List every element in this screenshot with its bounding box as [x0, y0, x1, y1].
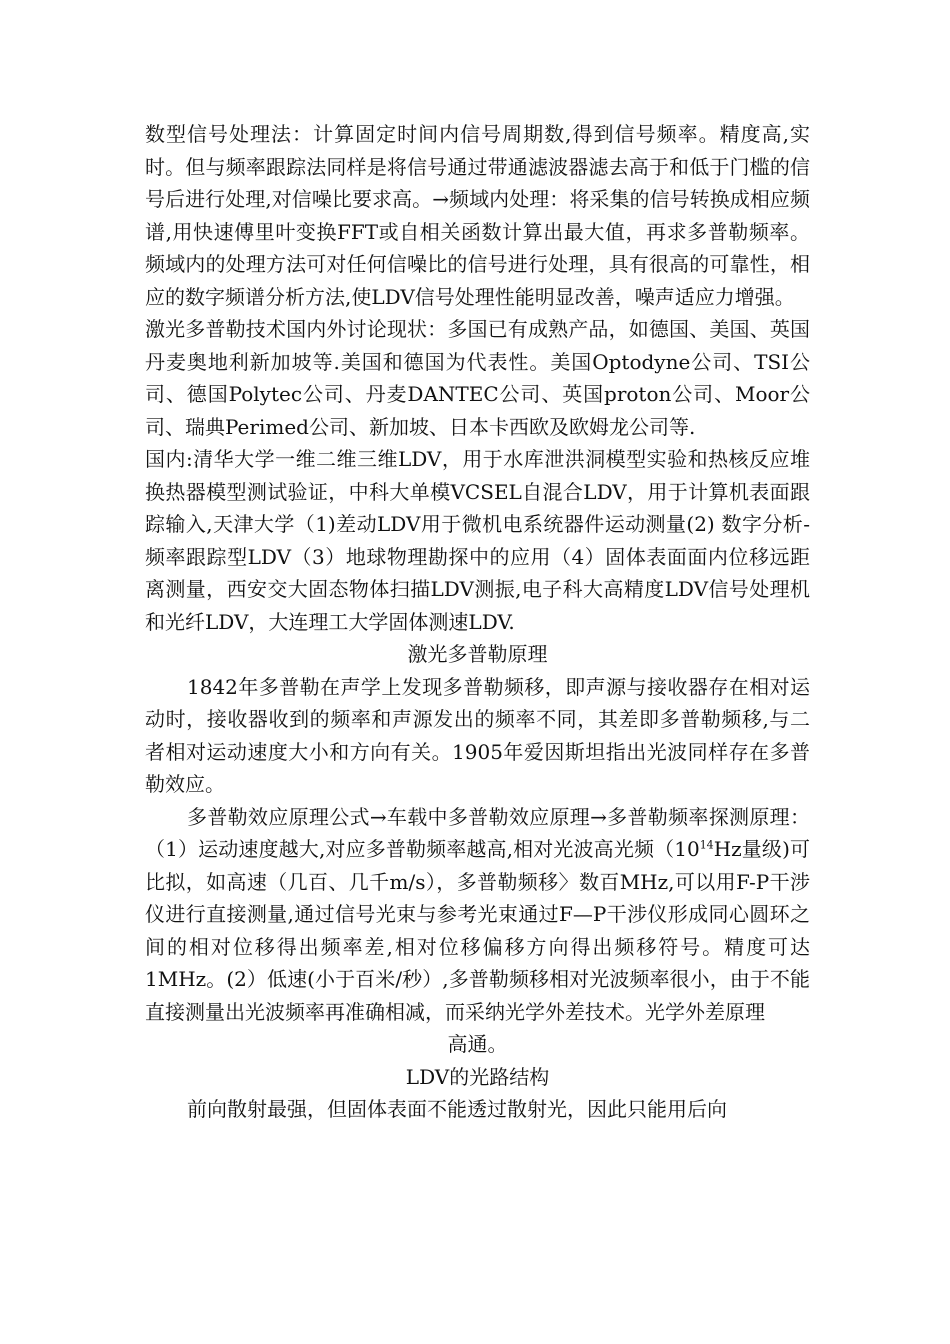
section-heading-doppler-principle: 激光多普勒原理: [407, 642, 548, 666]
paragraph-research-status: 激光多普勒技术国内外讨论现状：多国已有成熟产品，如德国、美国、英国丹麦奥地利新加坡等.美国和德国为代表性。美国Optodyne公司、TSI公司、德国Polytec公司、丹麦DANTEC公司、英国proton公司、Moor公司、瑞典Perimed公司、新加坡、日本卡西欧及欧姆龙公司等.: [145, 317, 810, 439]
paragraph-doppler-detection: [145, 801, 810, 1029]
paragraph-doppler-detection-part2: Hz量级)可比拟，如高速（几百、几千m/s），多普勒频移〉数百MHz,可以用F-P干涉仪进行直接测量,通过信号光束与参考光束通过F—P干涉仪形成同心圆环之间的相对位移得出频率差,相对位移偏移方向得出频移符号。精度可达1MHz。(2）低速(小于百米/秒）,多普勒频移相对光波频率很小，由于不能直接测量出光波频率再准确相减，而采纳光学外差技术。光学外差原理: [145, 837, 811, 1024]
section-heading-ldv-optical-path: LDV的光路结构: [405, 1064, 550, 1089]
paragraph-doppler-detection-part1: 多普勒效应原理公式→车载中多普勒效应原理→多普勒频率探测原理：（1）运动速度越大,对应多普勒频率越高,相对光波高光频（10: [145, 804, 810, 861]
paragraph-signal-processing: 数型信号处理法：计算固定时间内信号周期数,得到信号频率。精度高,实时。但与频率跟踪法同样是将信号通过带通滤波器滤去高于和低于门槛的信号后进行处理,对信噪比要求高。→频域内处理：将采集的信号转换成相应频谱,用快速傅里叶变换FFT或自相关函数计算出最大值，再求多普勒频率。频域内的处理方法可对任何信噪比的信号进行处理，具有很高的可靠性，相应的数字频谱分析方法,使LDV信号处理性能明显改善，噪声适应力增强。: [145, 122, 810, 309]
paragraph-scattering: 前向散射最强，但固体表面不能透过散射光，因此只能用后向: [187, 1097, 727, 1121]
paragraph-doppler-history: 1842年多普勒在声学上发现多普勒频移，即声源与接收器存在相对运动时，接收器收到的频率和声源发出的频率不同，其差即多普勒频移,与二者相对运动速度大小和方向有关。1905年爱因斯坦指出光波同样存在多普勒效应。: [145, 674, 810, 796]
superscript-exponent: 14: [699, 838, 714, 852]
paragraph-domestic-research: 国内:清华大学一维二维三维LDV，用于水库泄洪洞模型实验和热核反应堆换热器模型测试验证，中科大单模VCSEL自混合LDV，用于计算机表面跟踪输入,天津大学（1)差动LDV用于微机电系统器件运动测量(2) 数字分析-频率跟踪型LDV（3）地球物理勘探中的应用（4）固体表面面内位移远距离测量，西安交大固态物体扫描LDV测振,电子科大高精度LDV信号处理机和光纤LDV，大连理工大学固体测速LDV.: [145, 447, 810, 634]
document-page: [145, 118, 810, 1126]
line-gaotong: 高通。: [447, 1032, 508, 1056]
